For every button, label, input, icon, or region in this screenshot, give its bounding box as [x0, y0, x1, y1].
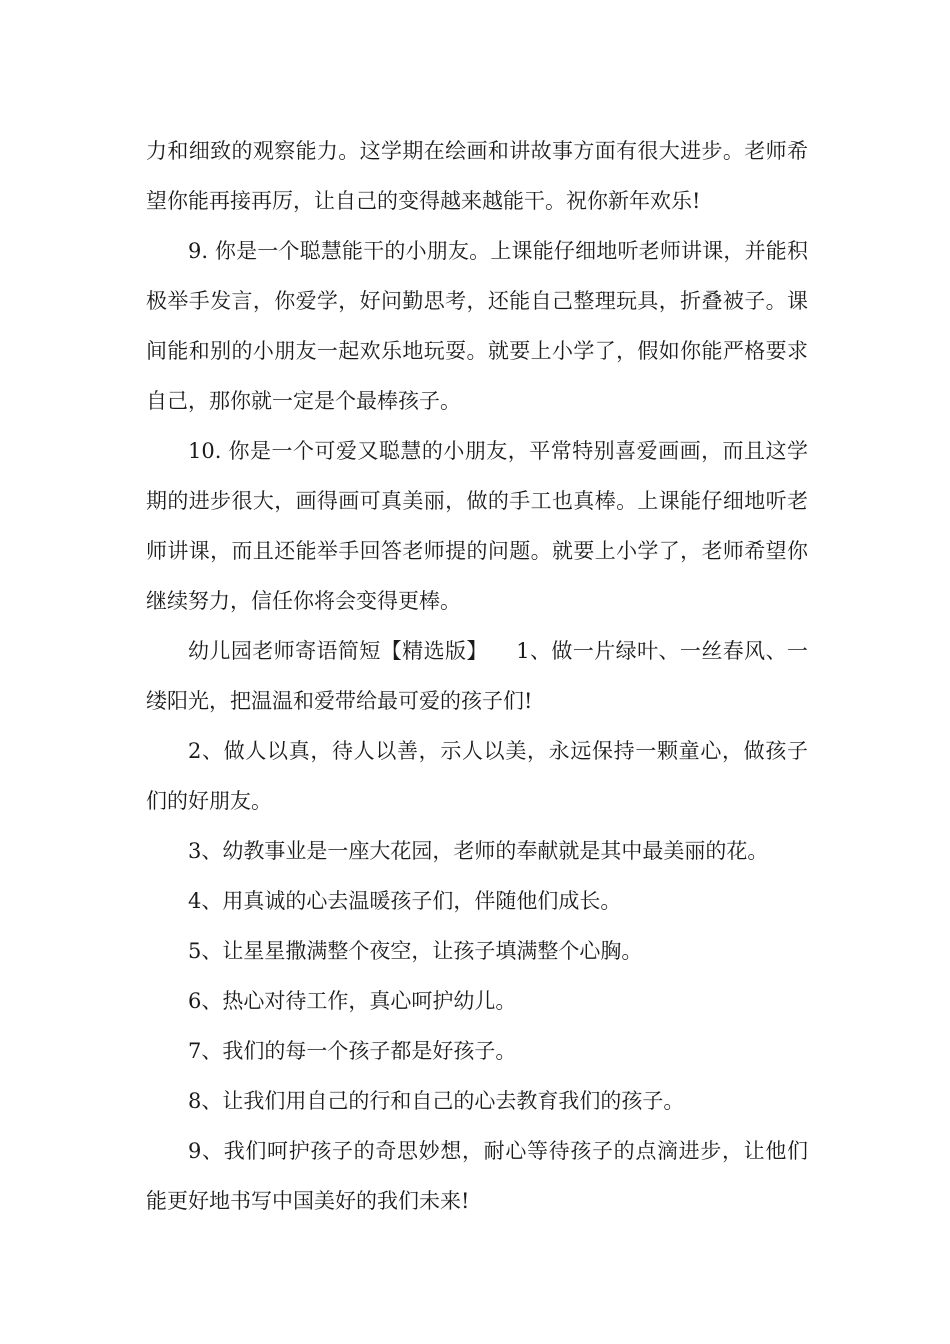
paragraph-continuation: 力和细致的观察能力。这学期在绘画和讲故事方面有很大进步。老师希望你能再接再厉，让自己的变得越来越能干。祝你新年欢乐!	[146, 139, 808, 213]
paragraph-quote-6: 6、热心对待工作，真心呵护幼儿。	[188, 989, 517, 1013]
paragraph-quote-2: 2、做人以真，待人以善，示人以美，永远保持一颗童心，做孩子们的好朋友。	[146, 739, 808, 813]
paragraph-quote-9: 9、我们呵护孩子的奇思妙想，耐心等待孩子的点滴进步，让他们能更好地书写中国美好的我们未来!	[146, 1139, 808, 1213]
paragraph-quote-3: 3、幼教事业是一座大花园，老师的奉献就是其中最美丽的花。	[188, 839, 769, 863]
paragraph-item-10: 10. 你是一个可爱又聪慧的小朋友，平常特别喜爱画画，而且这学期的进步很大，画得画可真美丽，做的手工也真棒。上课能仔细地听老师讲课，而且还能举手回答老师提的问题。就要上小学了，老师希望你继续努力，信任你将会变得更棒。	[146, 439, 808, 613]
document-body	[146, 126, 808, 1226]
paragraph-quote-7: 7、我们的每一个孩子都是好孩子。	[188, 1039, 517, 1063]
paragraph-quote-8: 8、让我们用自己的行和自己的心去教育我们的孩子。	[188, 1089, 685, 1113]
paragraph-quote-4: 4、用真诚的心去温暖孩子们，伴随他们成长。	[188, 889, 622, 913]
paragraph-item-9: 9. 你是一个聪慧能干的小朋友。上课能仔细地听老师讲课，并能积极举手发言，你爱学，好问勤思考，还能自己整理玩具，折叠被子。课间能和别的小朋友一起欢乐地玩耍。就要上小学了，假如你能严格要求自己，那你就一定是个最棒孩子。	[146, 239, 808, 413]
paragraph-quote-5: 5、让星星撒满整个夜空，让孩子填满整个心胸。	[188, 939, 643, 963]
paragraph-section-heading: 幼儿园老师寄语简短【精选版】 1、做一片绿叶、一丝春风、一缕阳光，把温温和爱带给最可爱的孩子们!	[146, 639, 808, 713]
